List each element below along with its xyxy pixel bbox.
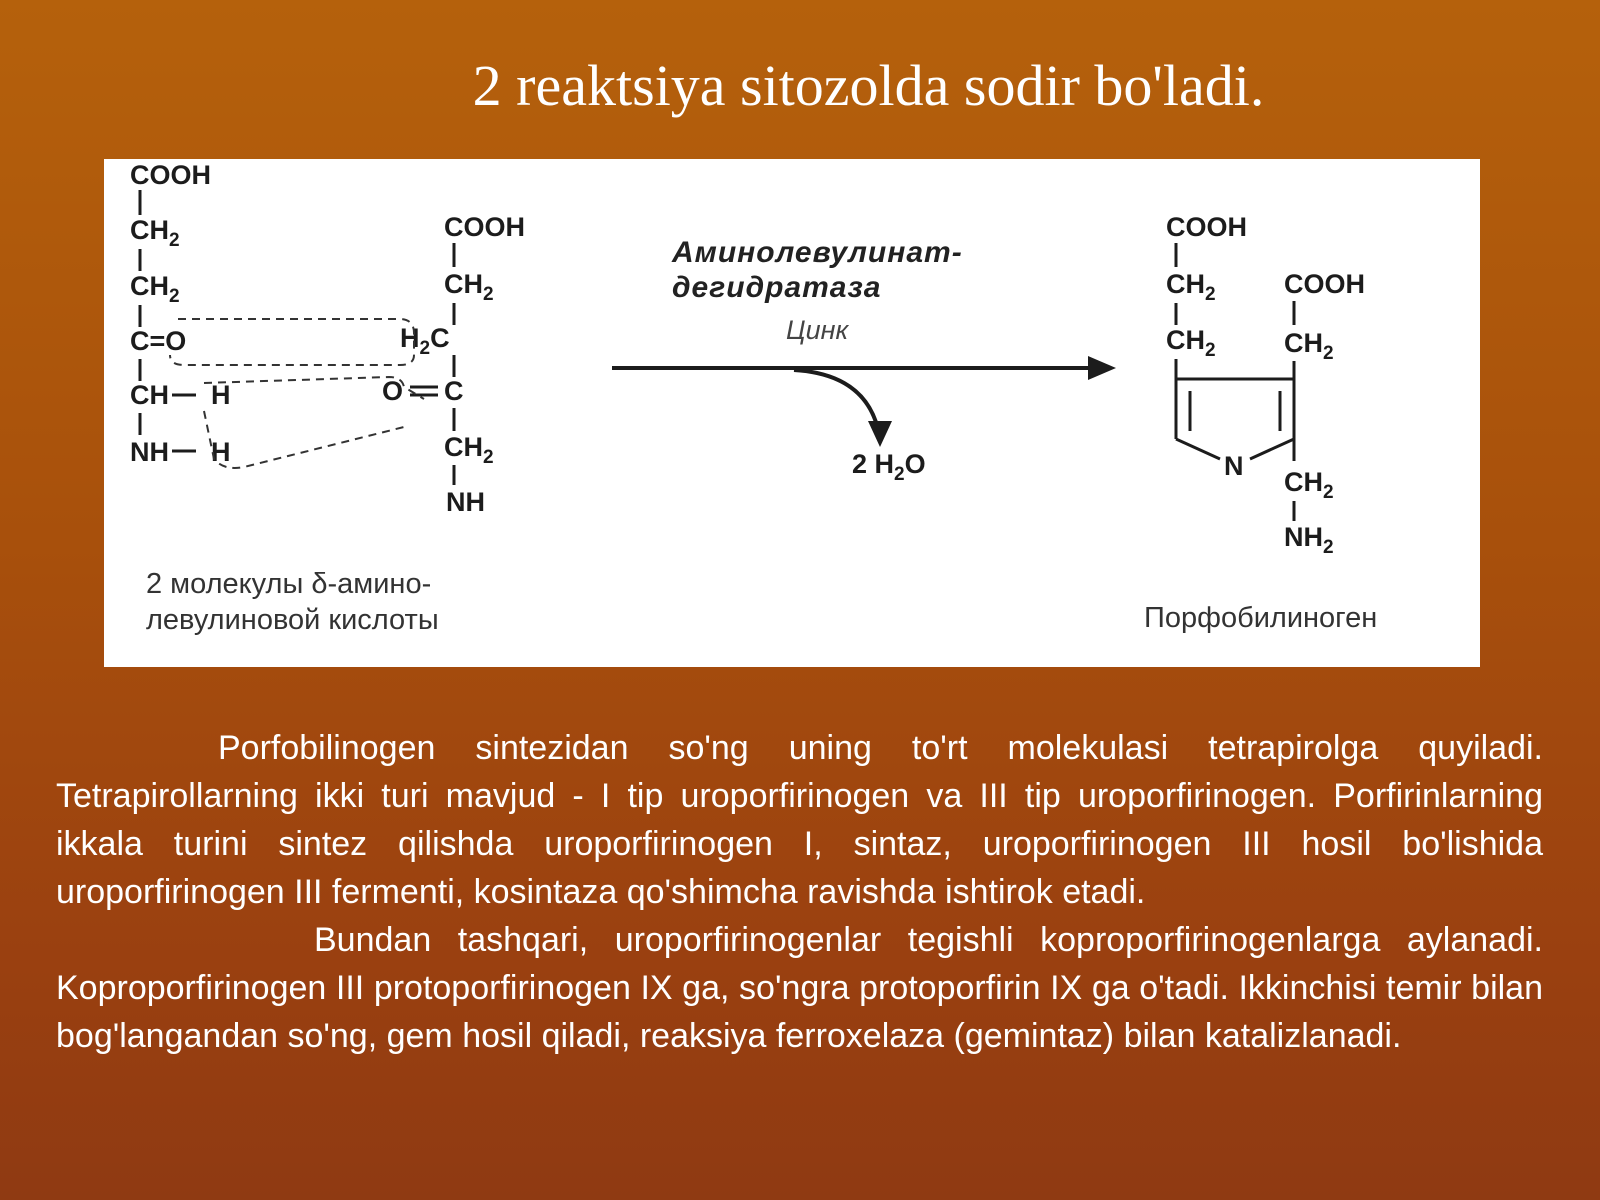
porphobilinogen-molecule (1166, 212, 1365, 558)
pbg-ch2-left-b: $CH_2$ (1166, 325, 1216, 361)
ala1-ch2-b: $CH_2$ (130, 271, 180, 307)
ala-molecule-1 (130, 160, 231, 467)
ala2-h2c: $H_2C$ (400, 323, 450, 359)
pbg-nh2: $NH_2$ (1284, 522, 1334, 558)
pbg-ch2-right-a: $CH_2$ (1284, 328, 1334, 364)
ala1-nh: NH (130, 437, 169, 467)
pbg-cooh-right: COOH (1284, 269, 1365, 299)
paragraph-1: Porfobilinogen sintezidan so'ng uning to'rt molekulasi tetrapirolga quyiladi. Tetrapirollarning ikki turi mavjud - I tip uroporfirinogen va III tip uroporfirinogen. Porfirinlarning ikkala turini sintez qilishda uroporfirinogen I, sintaz, uroporfirinogen III hosil bo'lishida uroporfirinogen III fermenti, kosintaza qo'shimcha ravishda ishtirok etadi. (56, 729, 1543, 911)
reaction-diagram (104, 159, 1480, 667)
pbg-ch2-left-a: $CH_2$ (1166, 269, 1216, 305)
ala2-nh: NH (446, 487, 485, 517)
ala1-nh-h: H (211, 437, 231, 467)
enzyme-name-line2: дегидратаза (672, 271, 882, 304)
pyrrole-ring (1176, 359, 1294, 461)
ala2-ch2-a: $CH_2$ (444, 269, 494, 305)
ala2-oxygen: O (382, 376, 404, 406)
ala1-ch2-a: $CH_2$ (130, 215, 180, 251)
pbg-ring-nitrogen: N (1224, 451, 1244, 481)
ala2-ch2-b: $CH_2$ (444, 432, 494, 468)
ala1-ch: CH (130, 380, 169, 410)
enzyme-name-line1: Аминолевулинат- (672, 236, 963, 269)
pbg-cooh-left: COOH (1166, 212, 1247, 242)
ala1-carbonyl: C=O (130, 326, 187, 356)
paragraph-2: Bundan tashqari, uroporfirinogenlar tegishli koproporfirinogenlarga aylanadi. Koproporfirinogen III protoporfirinogen IX ga, so'ngra protoporfirin IX ga o'tadi. Ikkinchisi temir bilan bog'langandan so'ng, gem hosil qiladi, reaksiya ferroxelaza (gemintaz) bilan katalizlanadi. (56, 921, 1543, 1055)
substrate-caption-line1: 2 молекулы δ-амино- (146, 568, 432, 600)
slide-title: 2 reaktsiya sitozolda sodir bo'ladi. (472, 53, 1265, 118)
ala1-ch-h: H (211, 380, 231, 410)
ala1-cooh: COOH (130, 160, 211, 190)
pbg-ch2-right-b: $CH_2$ (1284, 467, 1334, 503)
ala2-carbon: C (444, 376, 464, 406)
substrate-caption-line2: левулиновой кислоты (146, 604, 439, 636)
cofactor-label: Цинк (786, 315, 849, 345)
product-caption: Порфобилиноген (1144, 602, 1378, 634)
ala2-cooh: COOH (444, 212, 525, 242)
reaction-diagram-svg (104, 159, 1480, 667)
reaction-arrow (612, 356, 1116, 447)
body-text (56, 724, 1543, 1060)
water-byproduct: 2 $H_2O$ (852, 449, 926, 485)
